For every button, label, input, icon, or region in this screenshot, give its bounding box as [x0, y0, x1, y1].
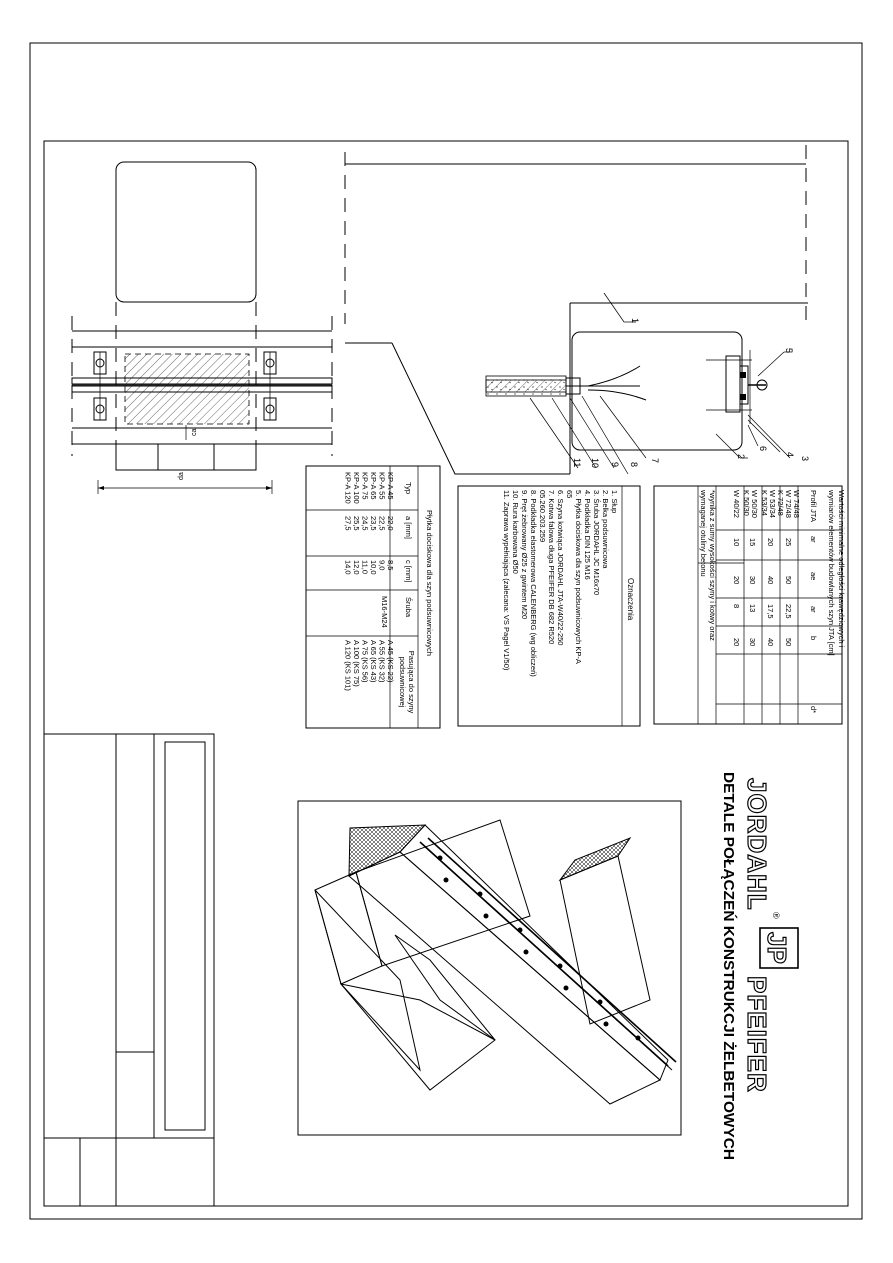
plate-bolt: M16-M24 — [380, 596, 389, 628]
column-lower — [116, 444, 256, 470]
callout-6: 6 — [758, 446, 768, 452]
legend-item: 5. Płytka dociskowa dla szyn podsuwnicowych KP-A — [574, 490, 583, 664]
min-row-k72: W 72/48 — [784, 490, 793, 518]
plate-cell-a: 25,5 — [352, 516, 361, 531]
legend-box — [458, 486, 640, 726]
callout-5: 5 — [784, 348, 794, 354]
elevation-view — [72, 162, 332, 494]
callout-9: 9 — [610, 462, 620, 468]
min-val: 50 — [784, 638, 793, 647]
min-val: 25 — [784, 538, 793, 547]
plate-cell-c: 12,0 — [352, 560, 361, 575]
elastomer-pad — [125, 354, 249, 424]
plate-table — [306, 466, 440, 728]
min-val: 40 — [766, 638, 775, 647]
min-val: 30 — [748, 576, 757, 585]
plate-rows — [344, 472, 396, 691]
plate-cell-a: 22,5 — [377, 516, 387, 531]
section-view — [345, 145, 810, 474]
min-val: 50 — [784, 576, 793, 585]
min-row-w74: W 74/48 — [792, 490, 801, 518]
callout-4: 4 — [785, 452, 795, 458]
plate-cell-c: 14,0 — [343, 560, 353, 575]
legend-item: 3. Śruba JORDAHL JC M16x70 — [592, 490, 601, 596]
crane-beam-section — [572, 332, 742, 450]
min-table-h-profile: Profil JTA — [809, 490, 818, 522]
min-row-w40: W 40/22 — [732, 490, 741, 518]
plate-cell-c: 8,5 — [386, 560, 395, 571]
min-table-h-b: b — [809, 636, 818, 641]
plate-cell-a: 27,5 — [343, 516, 353, 531]
legend-items — [502, 490, 619, 677]
callout-2: 2 — [736, 454, 746, 460]
min-val: 13 — [748, 604, 757, 613]
callout-8: 8 — [629, 462, 639, 468]
column-top-hatched — [560, 838, 630, 880]
min-val: 22,5 — [784, 604, 793, 619]
min-val: 10 — [732, 538, 741, 547]
dim-ca-label: ca — [191, 428, 198, 436]
callout-3: 3 — [800, 456, 810, 462]
plate-cell-rail: A 55 (KS 32) — [377, 640, 387, 683]
min-row-w50: W 50/30 — [750, 490, 759, 518]
title-field — [165, 742, 205, 1130]
min-table-footnote-1: *wynika z sumy wysokości szyny i kotwy oraz — [708, 490, 717, 641]
anchor-channel — [726, 356, 740, 412]
legend-title: Oznaczenia — [626, 578, 635, 621]
callout-10: 10 — [590, 458, 600, 469]
plate-cell-typ: KP-A 100 — [352, 472, 361, 504]
legend-item: 2. Belka podsuwnicowa — [601, 490, 610, 569]
plate-h-c: c [mm] — [404, 560, 413, 583]
legend-item: 7. Kotwa falowa długa PFEIFER DB 682 R520 — [547, 490, 556, 645]
callout-11: 11 — [572, 458, 582, 468]
plate-cell-a: 22,0 — [386, 516, 395, 531]
plate-h-rail: Pasująca do szyny podsuwnicowej — [398, 650, 416, 714]
plate-cell-c: 9,0 — [377, 560, 387, 571]
min-table-h-ar: ar — [809, 536, 818, 543]
plate-cell-rail: A 100 (KS 75) — [352, 640, 361, 687]
perspective-view — [298, 801, 681, 1135]
legend-item: 11. Zaprawa wypełniająca (zalecana: VS Pagel V1/50) — [502, 490, 511, 671]
min-row-w53: W 53/34 — [768, 490, 777, 518]
plate-cell-typ: KP-A 45 — [386, 472, 395, 500]
plate-table-title: Płytka dociskowa dla szyn podsuwnicowych — [425, 510, 434, 656]
plate-cell-typ: KP-A 75 — [360, 472, 370, 500]
min-val: 17,5 — [766, 604, 775, 619]
min-table-title-2: wymiarów elementów budowlanych szyn JTA [cm] — [827, 490, 836, 656]
min-distances-table — [654, 486, 846, 724]
plate-cell-c: 10,0 — [369, 560, 378, 575]
callout-7: 7 — [650, 458, 660, 464]
legend-item: 65 — [565, 490, 574, 499]
legend-item: 9. Pręt żebrowany Ø25 z gwintem M20 — [520, 490, 529, 620]
min-table-h-d: d* — [809, 706, 818, 714]
dim-da-label: da — [178, 472, 185, 480]
plate-h-bolt: Śruba — [404, 597, 413, 618]
min-val: 20 — [766, 538, 775, 547]
min-table-title-1: Wartości minimalne odległości krawędziowych i — [837, 490, 846, 648]
legend-item: 4. Podkładka DIN 125 M16 — [583, 490, 592, 580]
min-table-footnote-2: wymaganej otuliny betonu — [699, 490, 708, 577]
plate-cell-typ: KP-A 65 — [369, 472, 378, 500]
plate-cell-typ: KP-A 55 — [377, 472, 387, 500]
beam-end-hatched — [349, 825, 425, 876]
brand-jordahl: JORDAHL — [742, 778, 772, 911]
plate-cell-rail: A 65 (KS 43) — [369, 640, 378, 683]
brand-block — [720, 772, 798, 1160]
column-upper — [116, 162, 256, 302]
plate-cell-rail: A 120 (KS 101) — [343, 640, 353, 691]
min-table-h-ae: ae — [809, 572, 818, 581]
legend-item: 6. Szyna kotwiąca JORDAHL JTA-W40/22-250 — [556, 490, 565, 646]
min-val: 20 — [732, 576, 741, 585]
min-row-k50: K 50/30 — [742, 490, 751, 516]
brand-jp: JP — [762, 932, 792, 964]
plate-cell-a: 24,5 — [360, 516, 370, 531]
min-val: 15 — [748, 538, 757, 547]
legend-item: 1. Słup — [610, 490, 619, 514]
min-val: 20 — [732, 638, 741, 647]
min-row-k53: K 53/34 — [760, 490, 769, 516]
legend-item: 10. Rura karbowana Ø50 — [511, 490, 520, 574]
legend-item: 8. Podkładka elastomerowa CALENBERG (wg obliczeń) — [529, 490, 538, 677]
callout-1: 1 — [630, 318, 640, 324]
brand-registered: ® — [771, 912, 781, 919]
crane-beam-3d — [349, 852, 660, 1104]
plate-h-a: a [mm] — [404, 516, 413, 539]
min-row-w54: K 72/48 — [776, 490, 785, 516]
plate-cell-rail: A 75 (KS 56) — [360, 640, 370, 683]
min-val: 8 — [732, 604, 741, 609]
min-table-h-ar2: ar — [809, 606, 818, 613]
min-val: 30 — [748, 638, 757, 647]
plate-cell-c: 11,0 — [360, 560, 370, 575]
title-block — [44, 734, 214, 1206]
plate-h-typ: Typ — [404, 482, 413, 495]
plate-cell-rail: A 45 (KS 22) — [386, 640, 395, 683]
brand-pfeifer: PFEIFER — [742, 976, 772, 1093]
legend-item: 05.260.203.259 — [538, 490, 547, 543]
drawing-subtitle: DETALE POŁĄCZEŃ KONSTRUKCJI ŻELBETOWYCH — [720, 772, 737, 1150]
plate-cell-a: 23,5 — [369, 516, 378, 531]
min-val: 40 — [766, 576, 775, 585]
plate-cell-typ: KP-A 120 — [343, 472, 353, 504]
